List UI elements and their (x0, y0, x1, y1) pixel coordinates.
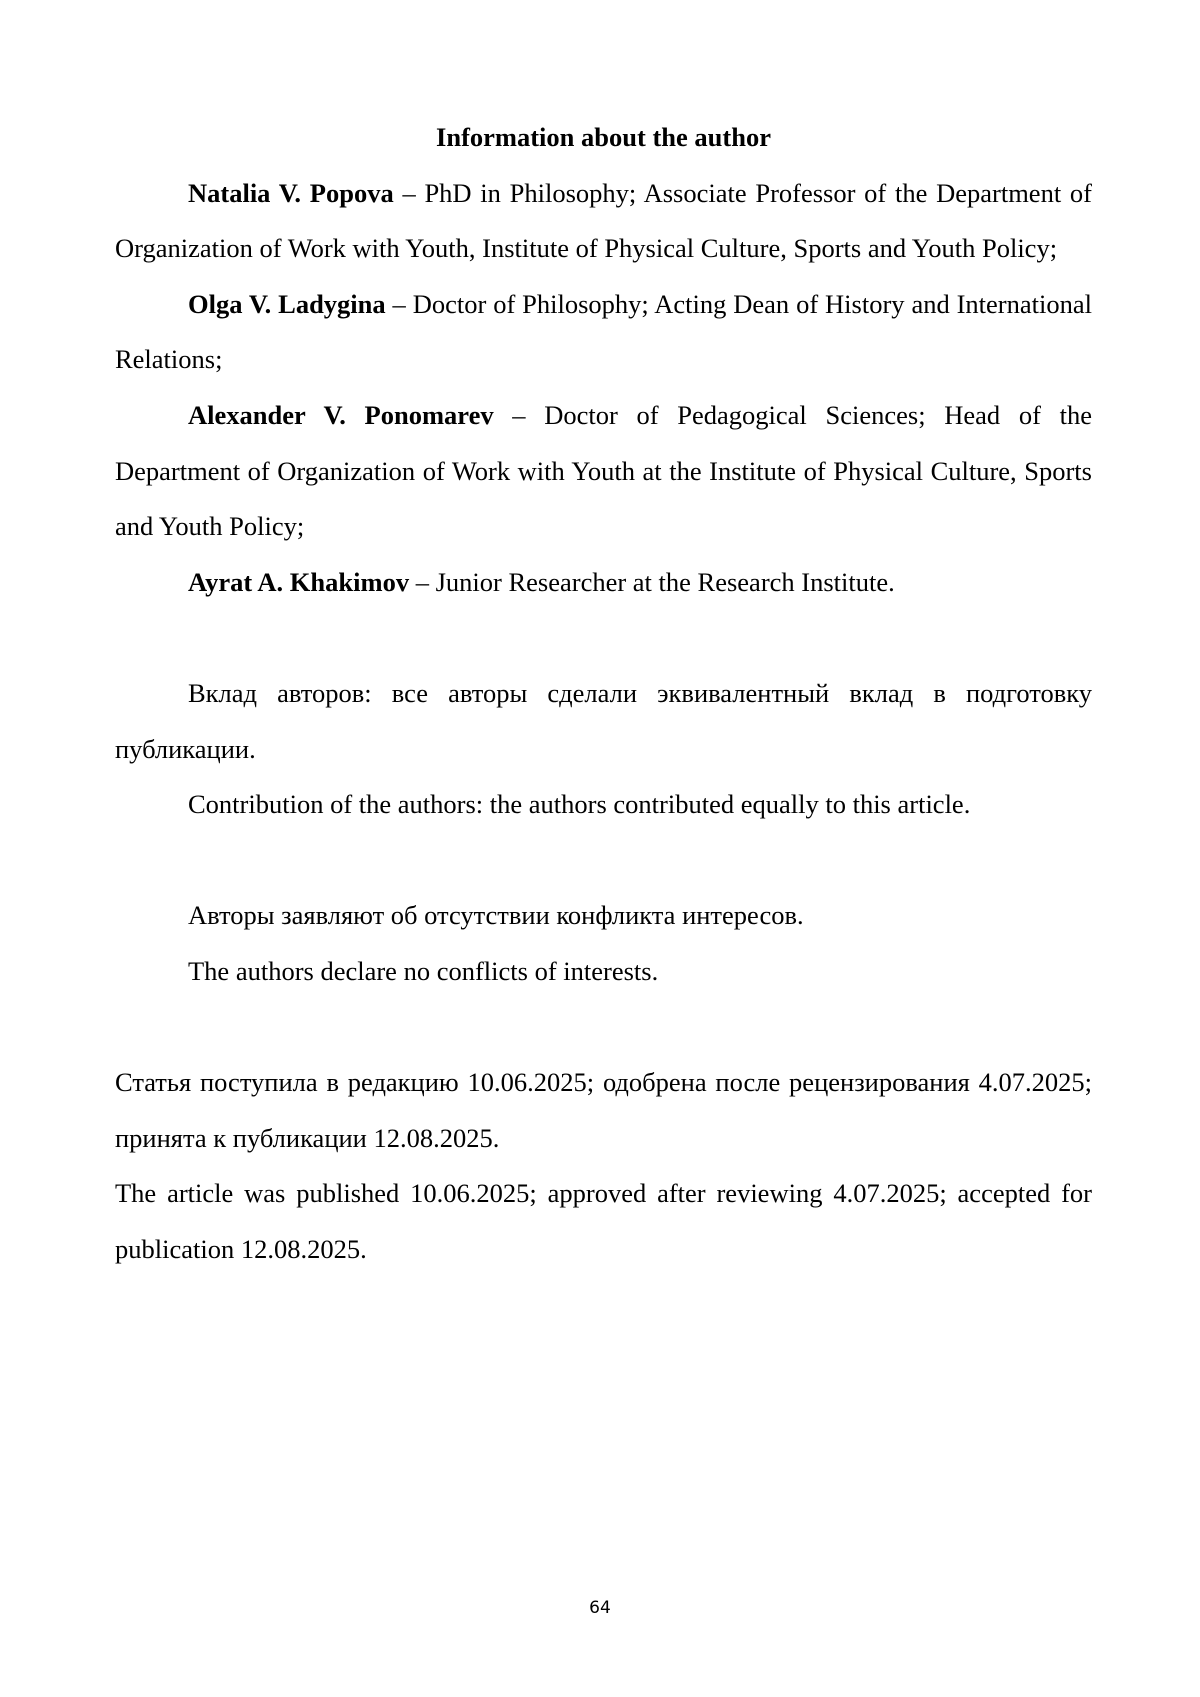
dates-ru: Статья поступила в редакцию 10.06.2025; одобрена после рецензирования 4.07.2025; принята к публикации 12.08.2025. (115, 1067, 1092, 1153)
contribution-en: Contribution of the authors: the authors contributed equally to this article. (188, 789, 971, 820)
author-name: Olga V. Ladygina (188, 288, 386, 319)
author-description: – PhD in Philosophy; Associate Professor of the Department of Organization of Work with Youth, Institute of Physical Culture, Sports and Youth Policy; (115, 177, 1092, 264)
author-description: – Junior Researcher at the Research Institute. (409, 566, 895, 597)
author-name: Natalia V. Popova (188, 177, 394, 208)
contribution-ru: Вклад авторов: все авторы сделали эквивалентный вклад в подготовку публикации. (115, 677, 1092, 764)
author-name: Ayrat A. Khakimov (188, 566, 410, 597)
conflict-en: The authors declare no conflicts of interests. (188, 955, 659, 986)
author-entry (115, 166, 1092, 277)
page-number: 64 (589, 1598, 611, 1618)
author-entry (115, 277, 1092, 388)
author-entry (115, 388, 1092, 555)
page-content (115, 110, 1092, 1277)
author-description: – Doctor of Pedagogical Sciences; Head of the Department of Organization of Work with Youth at the Institute of Physical Culture, Sports and Youth Policy; (115, 399, 1093, 542)
author-description: – Doctor of Philosophy; Acting Dean of History and International Relations; (115, 288, 1092, 375)
author-name: Alexander V. Ponomarev (188, 399, 494, 430)
dates-en: The article was published 10.06.2025; approved after reviewing 4.07.2025; accepted for publication 12.08.2025. (115, 1178, 1092, 1264)
section-heading: Information about the author (436, 122, 771, 152)
author-entry (115, 555, 1092, 611)
conflict-ru: Авторы заявляют об отсутствии конфликта интересов. (188, 900, 804, 931)
